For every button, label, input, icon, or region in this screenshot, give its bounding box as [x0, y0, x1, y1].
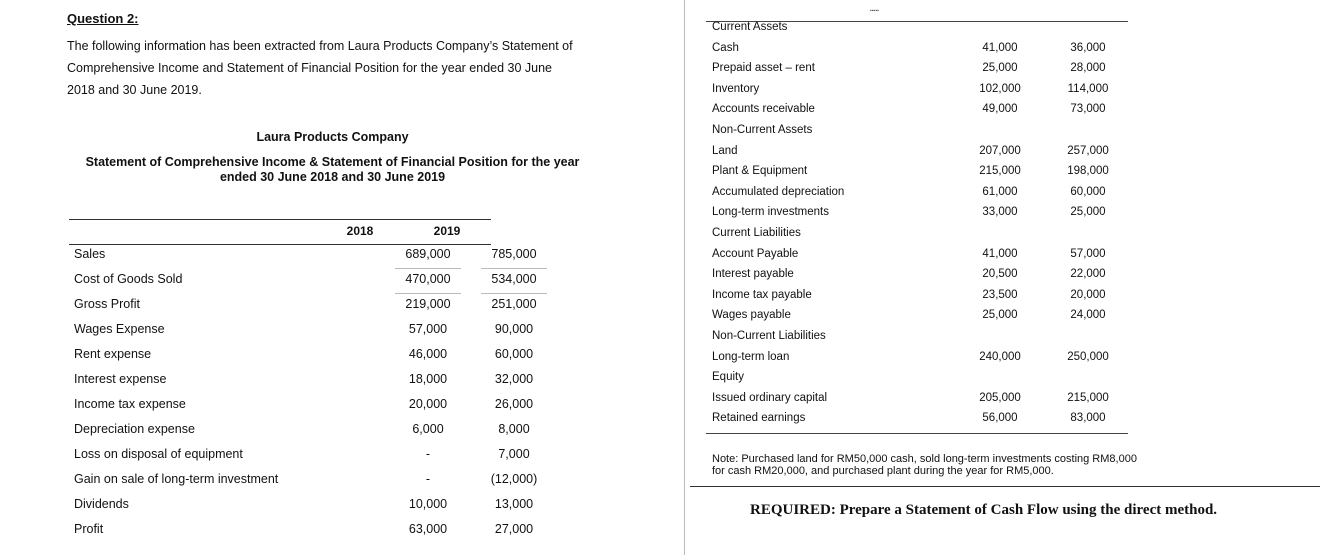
intro-line: The following information has been extracted from Laura Products Company’s Statement of [67, 39, 573, 53]
value-2018: 41,000 [982, 41, 1018, 54]
row-label: Current Assets [712, 21, 788, 33]
value-2019: 250,000 [1067, 350, 1109, 363]
value-2018: 240,000 [979, 350, 1021, 363]
balance-row [706, 224, 1128, 244]
row-label: Wages Expense [74, 322, 165, 336]
row-label: Non-Current Liabilities [712, 330, 826, 342]
row-label: Income tax expense [74, 397, 186, 411]
row-label: Gross Profit [74, 297, 140, 311]
balance-bottom-rule [706, 433, 1128, 434]
table-row [69, 469, 538, 494]
value-2018: 25,000 [982, 309, 1018, 322]
intro-line: 2018 and 30 June 2019. [67, 83, 202, 97]
note-line: Note: Purchased land for RM50,000 cash, sold long-term investments costing RM8,000 [712, 453, 1137, 465]
row-label: Rent expense [74, 347, 152, 361]
balance-row [706, 39, 1128, 59]
value-2018: 20,000 [408, 397, 448, 411]
value-2019: 215,000 [1067, 391, 1109, 404]
value-2018: 33,000 [982, 206, 1018, 219]
value-2018: 56,000 [982, 412, 1018, 425]
value-2019: 8,000 [498, 422, 530, 436]
value-2019: 90,000 [494, 322, 534, 336]
value-2019: 534,000 [491, 272, 537, 286]
value-2019: 785,000 [491, 247, 537, 261]
statement-title-line: Statement of Comprehensive Income & Statement of Financial Position for the year [85, 155, 580, 169]
page-divider [684, 0, 685, 555]
row-label: Interest payable [712, 268, 794, 281]
value-2019: 198,000 [1067, 165, 1109, 178]
balance-row [706, 265, 1128, 285]
value-2019: 251,000 [491, 297, 537, 311]
value-2018: 49,000 [982, 103, 1018, 116]
value-2019: 114,000 [1067, 82, 1109, 95]
value-2019: 57,000 [1070, 247, 1106, 260]
balance-row [706, 327, 1128, 347]
value-2019: 7,000 [498, 447, 530, 461]
value-2018: 57,000 [408, 322, 448, 336]
table-row [69, 269, 537, 294]
table-row [69, 244, 537, 269]
value-2019: 28,000 [1070, 62, 1106, 75]
row-label: Current Liabilities [712, 227, 801, 239]
row-label: Accounts receivable [712, 103, 815, 116]
balance-row [706, 100, 1128, 120]
row-label: Wages payable [712, 309, 791, 322]
table-row [69, 444, 530, 469]
value-2019: 27,000 [494, 522, 534, 536]
table-row [69, 419, 530, 444]
value-2018: 689,000 [405, 247, 451, 261]
value-2019: 24,000 [1070, 309, 1106, 322]
table-row [69, 294, 537, 319]
table-row [69, 394, 534, 419]
value-2019: 26,000 [494, 397, 534, 411]
required-rule [690, 486, 1320, 487]
balance-row [706, 18, 1128, 38]
question-title: Question 2: [67, 11, 139, 26]
row-label: Non-Current Assets [712, 124, 813, 136]
value-2019: 60,000 [494, 347, 534, 361]
value-2019: 73,000 [1070, 103, 1106, 116]
value-2018: 6,000 [412, 422, 444, 436]
value-2019: 60,000 [1070, 185, 1106, 198]
row-label: Cost of Goods Sold [74, 272, 183, 286]
value-2019: 13,000 [494, 497, 534, 511]
row-label: Account Payable [712, 247, 799, 260]
note [712, 453, 1232, 477]
table-row [69, 369, 534, 394]
value-2018: 102,000 [979, 82, 1021, 95]
balance-row [706, 121, 1128, 141]
row-label: Plant & Equipment [712, 165, 808, 178]
balance-row [706, 286, 1128, 306]
value-2018: 18,000 [408, 372, 448, 386]
table-top-rule [69, 219, 491, 220]
balance-row [706, 59, 1128, 79]
row-label: Inventory [712, 82, 760, 95]
value-2019: 22,000 [1070, 268, 1106, 281]
value-2018: 470,000 [405, 272, 451, 286]
row-label: Long-term loan [712, 350, 790, 363]
required-instruction: REQUIRED: Prepare a Statement of Cash Flow using the direct method. [750, 502, 1218, 518]
question-intro [67, 35, 607, 101]
value-2018: 46,000 [408, 347, 448, 361]
row-label: Long-term investments [712, 206, 829, 219]
company-name: Laura Products Company [256, 130, 409, 144]
value-2019: 83,000 [1070, 412, 1106, 425]
row-label: Cash [712, 41, 739, 54]
row-label: Profit [74, 522, 104, 536]
row-label: Sales [74, 247, 106, 261]
balance-row [706, 162, 1128, 182]
table-row [69, 319, 534, 344]
value-2019: 25,000 [1070, 206, 1106, 219]
value-2018: 219,000 [405, 297, 451, 311]
row-label: Gain on sale of long-term investment [74, 472, 279, 486]
value-2018: 63,000 [408, 522, 448, 536]
row-label: Dividends [74, 497, 129, 511]
table-row [69, 344, 534, 369]
value-2018: 25,000 [982, 62, 1018, 75]
statement-title [70, 155, 595, 185]
row-label: Accumulated depreciation [712, 185, 845, 198]
value-2019: 32,000 [494, 372, 534, 386]
value-2018: 20,500 [982, 268, 1018, 281]
value-2018: 41,000 [982, 247, 1018, 260]
row-label: Loss on disposal of equipment [74, 447, 243, 461]
row-label: Equity [712, 371, 744, 384]
value-2019: 20,000 [1070, 288, 1106, 301]
value-2019: (12,000) [490, 472, 538, 486]
intro-line: Comprehensive Income and Statement of Financial Position for the year ended 30 June [67, 61, 553, 75]
value-2018: 205,000 [979, 391, 1021, 404]
value-2018: - [425, 472, 431, 486]
row-label: Retained earnings [712, 412, 806, 425]
row-label: Interest expense [74, 372, 167, 386]
faint-header-mark: ▪▪▪▪▪ [870, 8, 879, 14]
note-line: for cash RM20,000, and purchased plant during the year for RM5,000. [712, 465, 1054, 477]
value-2018: 23,500 [982, 288, 1018, 301]
balance-row [706, 306, 1128, 326]
table-row [69, 494, 534, 519]
value-2018: - [425, 447, 431, 461]
balance-row [706, 348, 1128, 368]
year-header-2019: 2019 [433, 224, 461, 238]
value-2019: 257,000 [1067, 144, 1109, 157]
value-2018: 207,000 [979, 144, 1021, 157]
value-2018: 10,000 [408, 497, 448, 511]
value-2018: 61,000 [982, 185, 1018, 198]
value-2018: 215,000 [979, 165, 1021, 178]
balance-row [706, 142, 1128, 162]
row-label: Income tax payable [712, 288, 812, 301]
row-label: Prepaid asset – rent [712, 62, 815, 75]
balance-row [706, 80, 1128, 100]
balance-row [706, 409, 1128, 429]
value-2019: 36,000 [1070, 41, 1106, 54]
row-label: Issued ordinary capital [712, 391, 828, 404]
balance-row [706, 389, 1128, 409]
statement-title-line: ended 30 June 2018 and 30 June 2019 [219, 170, 446, 184]
balance-row [706, 368, 1128, 388]
row-label: Depreciation expense [74, 422, 195, 436]
row-label: Land [712, 144, 738, 157]
balance-row [706, 183, 1128, 203]
balance-row [706, 203, 1128, 223]
balance-row [706, 245, 1128, 265]
table-row [69, 519, 534, 544]
year-header-2018: 2018 [346, 224, 374, 238]
